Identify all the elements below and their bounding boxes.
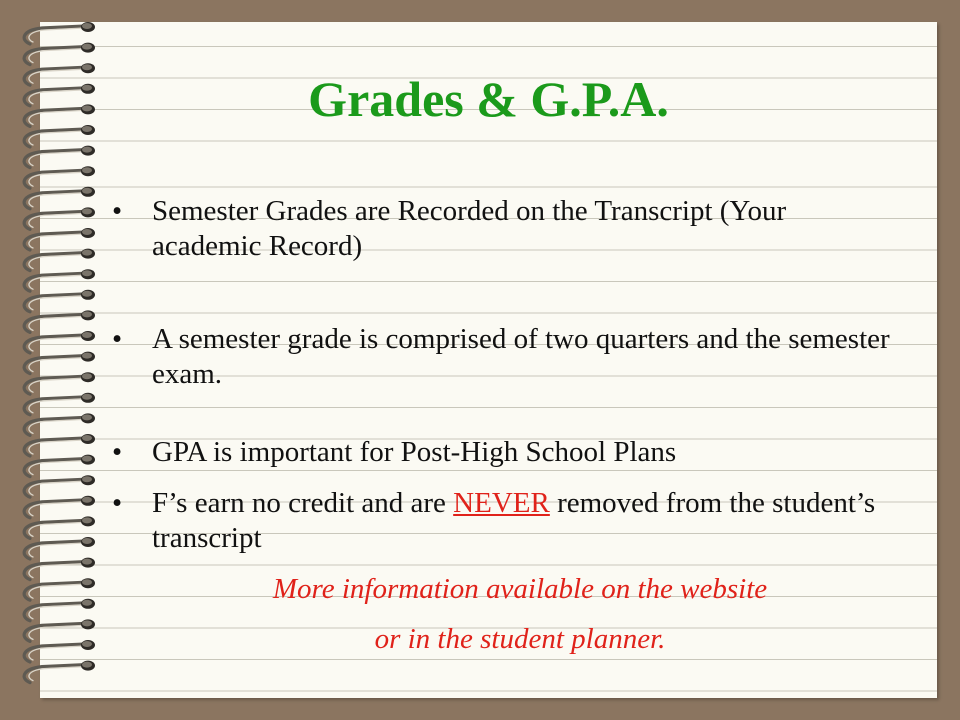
punch-hole-rim [82, 641, 92, 647]
bullet-icon: • [112, 436, 123, 468]
punch-hole-rim [82, 311, 92, 317]
bullet-icon: • [112, 323, 123, 355]
punch-hole-rim [82, 538, 92, 544]
slide-title: Grades & G.P.A. [308, 71, 669, 127]
punch-hole-rim [82, 23, 92, 29]
punch-hole-rim [82, 394, 92, 400]
bullet-text: Semester Grades are Recorded on the Transcript (Your academic Record) [152, 195, 787, 262]
bullet-text [152, 486, 900, 556]
punch-hole-rim [82, 456, 92, 462]
bullet-text-part: F’s earn no credit and are [152, 487, 454, 519]
bullet-item [110, 486, 900, 556]
punch-hole-rim [82, 620, 92, 626]
punch-hole-rim [82, 332, 92, 338]
bullet-text: GPA is important for Post-High School Plans [152, 436, 677, 468]
bullet-icon: • [112, 195, 123, 227]
bullet-text: A semester grade is comprised of two quarters and the semester exam. [152, 323, 890, 390]
punch-hole-rim [82, 559, 92, 565]
punch-hole-rim [82, 208, 92, 214]
punch-hole-rim [82, 414, 92, 420]
punch-hole-rim [82, 517, 92, 523]
punch-hole-rim [82, 167, 92, 173]
note-line-2: or in the student planner. [374, 623, 666, 655]
bullet-item [110, 194, 900, 264]
punch-hole-rim [82, 373, 92, 379]
bullet-item [110, 435, 900, 470]
punch-hole-rim [82, 497, 92, 503]
punch-hole-rim [82, 250, 92, 256]
punch-hole-rim [82, 44, 92, 50]
punch-hole-rim [82, 353, 92, 359]
bullet-icon: • [112, 487, 123, 519]
never-emphasis: NEVER [453, 487, 550, 519]
punch-hole-rim [82, 270, 92, 276]
punch-hole-rim [82, 229, 92, 235]
punch-hole-rim [82, 662, 92, 668]
punch-hole-rim [82, 579, 92, 585]
punch-hole-rim [82, 291, 92, 297]
bullet-item [110, 322, 900, 392]
punch-hole-rim [82, 476, 92, 482]
punch-hole-rim [82, 147, 92, 153]
punch-hole-rim [82, 188, 92, 194]
note-line-1: More information available on the website [272, 573, 768, 605]
punch-hole-rim [82, 435, 92, 441]
punch-hole-rim [82, 600, 92, 606]
bullet-text-part: removed from the student’s transcript [152, 487, 876, 554]
